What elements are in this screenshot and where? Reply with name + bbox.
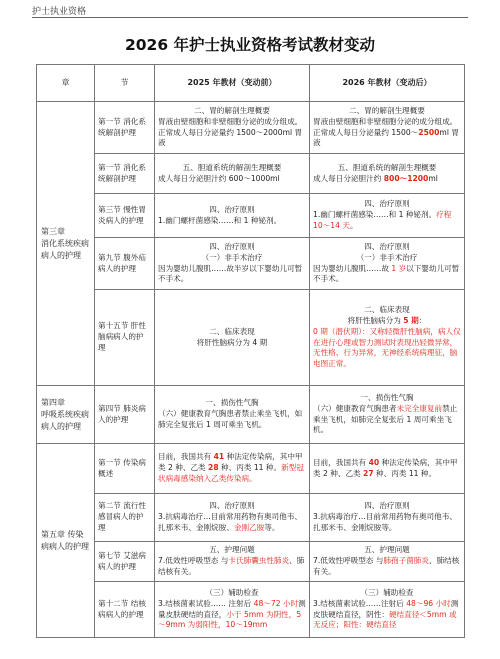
after-title: 五、胆道系统的解剖生理概要 xyxy=(337,162,437,172)
before-text: （六）健康教育气胸患者禁止乘坐飞机，如肺完全复张后 1 周可乘坐飞机。 xyxy=(158,409,303,429)
after-title: 一、损伤性气胸 xyxy=(360,392,414,402)
after-text-mid: 测皮肤硬结直径，阴性： xyxy=(313,598,459,619)
col-header-before: 2025 年教材（变动前） xyxy=(155,65,310,102)
col-header-chapter: 章 xyxy=(37,65,95,102)
section-cell: 第七节 艾滋病病人的护理 xyxy=(95,542,155,582)
before-title: （三）辅助检查 xyxy=(205,587,259,597)
before-cell xyxy=(155,194,310,238)
before-text: 将肝性脑病分为 4 期 xyxy=(196,337,268,347)
before-title: 四、治疗原则 xyxy=(209,501,255,511)
before-removed-text: 新型冠状病毒感染纳入乙类传染病。 xyxy=(158,463,304,483)
after-changed-text: 1 岁 xyxy=(391,263,407,273)
before-title: 四、治疗原则 xyxy=(209,204,255,214)
before-subtitle: （一）非手术治疗 xyxy=(201,252,263,262)
after-cell xyxy=(310,102,465,154)
before-cell xyxy=(155,386,310,444)
before-text-tail: 种、丙类 11 种。 xyxy=(218,463,282,473)
table-row xyxy=(37,238,465,290)
before-title: 二、临床表现 xyxy=(209,326,255,336)
header-divider xyxy=(32,17,468,18)
after-changed-text-2: 27 xyxy=(363,468,374,478)
after-cell xyxy=(310,386,465,444)
after-text: 7.低效性呼吸型态 与 xyxy=(313,556,384,566)
section-cell: 第二节 流行性感冒病人的护理 xyxy=(95,494,155,542)
before-cell xyxy=(155,494,310,542)
col-header-after: 2026 年教材（变动后） xyxy=(310,65,465,102)
before-text: 成人每日分泌胆汁约 600～1000ml xyxy=(158,173,280,183)
before-text: 因为婴幼儿腹肌……故半岁以下婴幼儿可暂不手术。 xyxy=(158,263,303,284)
after-title: （三）辅助检查 xyxy=(360,587,414,597)
before-changed-text-2: 28 xyxy=(208,463,219,473)
page-title: 2026 年护士执业资格考试教材变动 xyxy=(124,36,376,54)
table-row xyxy=(37,582,465,638)
before-cell xyxy=(155,582,310,638)
after-text-mid: 种法定传染病，其中甲类 2 种、乙类 xyxy=(313,457,458,478)
after-text-tail: 种、丙类 11 种。 xyxy=(373,468,437,478)
table-row xyxy=(37,154,465,194)
section-cell: 第三节 慢性胃炎病人的护理 xyxy=(95,194,155,238)
after-cell xyxy=(310,194,465,238)
before-text: 3.抗病毒治疗…目前常用药物有奥司他韦、扎那米韦、金刚烷胺、 xyxy=(158,512,302,532)
before-title: 五、护理问题 xyxy=(209,545,255,555)
after-text-tail: ： xyxy=(418,315,427,325)
after-text: 胃液由壁细胞和非壁细胞分泌的成分组成。正常成人每日分泌量约 1500～ xyxy=(313,116,458,137)
after-title: 五、护理问题 xyxy=(364,545,410,555)
after-changed-text-2: 硬结直径＜5mm 或无反应；阳性：硬结直径 xyxy=(313,609,457,630)
after-text: 成人每日分泌胆汁约 xyxy=(313,173,384,183)
table-row xyxy=(37,386,465,444)
after-cell xyxy=(310,542,465,582)
before-cell xyxy=(155,542,310,582)
after-text: 3.抗病毒治疗…目前常用药物有奥司他韦、扎那米韦、金刚烷胺等。 xyxy=(313,512,457,532)
table-row xyxy=(37,542,465,582)
after-changed-text: 疗程 10～14 天 xyxy=(313,210,452,230)
after-text: 1.幽门螺杆菌感染……和 1 种铋剂。 xyxy=(313,210,437,220)
after-changed-text: 5 期 xyxy=(403,315,419,325)
before-text: 胃液由壁细胞和非壁细胞分泌的成分组成。正常成人每日分泌量约 1500～2000ml 胃液 xyxy=(158,116,303,148)
before-text: 3.结核菌素试验…… 注射后 xyxy=(158,598,254,608)
before-cell xyxy=(155,290,310,386)
document-header-label: 护士执业资格 xyxy=(32,7,87,17)
section-cell: 第四节 肺炎病人的护理 xyxy=(95,386,155,444)
after-text-tail: 、肺结核有关。 xyxy=(313,556,460,576)
before-cell xyxy=(155,154,310,194)
before-title: 五、胆道系统的解剖生理概要 xyxy=(182,162,282,172)
after-text-tail: 以下婴幼儿可暂不手术。 xyxy=(313,263,460,284)
after-text-tail: ml xyxy=(428,173,438,183)
chapter-cell: 第四章 呼吸系统疾病病人的护理 xyxy=(37,386,95,444)
section-cell: 第一节 传染病概述 xyxy=(95,444,155,494)
after-subtitle: （一）非手术治疗 xyxy=(356,252,418,262)
after-title: 四、治疗原则 xyxy=(364,241,410,251)
before-title: 四、治疗原则 xyxy=(209,241,255,251)
after-title: 四、治疗原则 xyxy=(364,501,410,511)
col-header-section: 节 xyxy=(95,65,155,102)
before-text-mid: 种法定传染病，其中甲类 2 种、乙类 xyxy=(158,452,303,473)
before-changed-text: 48～72 小时 xyxy=(253,598,299,608)
before-text-tail: 等。 xyxy=(264,522,280,532)
before-text-mid: 测量皮肤硬结的直径， xyxy=(158,598,306,619)
section-cell: 第十五节 肝性脑病病人的护理 xyxy=(95,290,155,386)
after-text: 目前，我国共有 xyxy=(313,457,369,467)
after-text: 将肝性脑病分为 xyxy=(347,315,404,325)
table-row xyxy=(37,444,465,494)
table-row xyxy=(37,102,465,154)
after-title: 二、胃的解剖生理概要 xyxy=(349,105,425,115)
after-changed-text: 40 xyxy=(368,457,380,467)
after-changed-text: 2500 xyxy=(418,127,440,137)
before-text-tail: 、肺结核有关。 xyxy=(158,556,305,576)
before-text: 1.幽门螺杆菌感染……和 1 种铋剂。 xyxy=(158,215,282,225)
after-cell xyxy=(310,582,465,638)
before-title: 二、胃的解剖生理概要 xyxy=(194,105,270,115)
after-changed-text: 肺孢子菌肺炎 xyxy=(383,556,429,566)
table-row xyxy=(37,194,465,238)
section-cell: 第十二节 结核病病人的护理 xyxy=(95,582,155,638)
before-cell xyxy=(155,102,310,154)
after-text-tail: 。 xyxy=(349,220,358,230)
before-cell xyxy=(155,444,310,494)
after-text: 3.结核菌素试验……注射后 xyxy=(313,598,407,608)
after-text-tail: ml 胃液 xyxy=(313,127,459,148)
after-title: 四、治疗原则 xyxy=(364,199,410,209)
chapter-cell: 第三章 消化系统疾病病人的护理 xyxy=(37,102,95,386)
after-cell xyxy=(310,290,465,386)
chapter-cell: 第五章 传染病病人的护理 xyxy=(37,444,95,638)
after-cell xyxy=(310,444,465,494)
after-text: 因为婴幼儿腹肌……故 xyxy=(313,263,392,273)
table-header-row xyxy=(37,65,465,102)
before-changed-text: 41 xyxy=(213,452,225,462)
after-added-text: 0 期（潜伏期）：又称轻微肝性脑病，病人仅在进行心理或智力测试时表现出轻微异常，无性格、行为异常，无神经系统病理征，脑电图正常。 xyxy=(313,326,461,369)
changes-table xyxy=(36,64,465,638)
before-changed-text: 卡氏肺囊虫性肺炎 xyxy=(228,556,290,566)
section-cell: 第一节 消化系统解剖护理 xyxy=(95,102,155,154)
after-text-tail: 禁止乘坐飞机，如肺完全复张后 1 周可乘坐飞机。 xyxy=(313,403,458,435)
after-changed-text: 800～1200 xyxy=(383,173,429,183)
before-changed-text-2: 小于 5mm 为阴性，5～9mm 为弱阳性，10～19mm xyxy=(158,609,302,630)
after-title: 二、临床表现 xyxy=(364,304,410,314)
after-changed-text: 48～96 小时 xyxy=(406,598,451,608)
after-changed-text: 未完全康复前 xyxy=(396,403,443,413)
before-text: 7.低效性呼吸型态 与 xyxy=(158,556,229,566)
before-title: 一、损伤性气胸 xyxy=(205,398,259,408)
table-row xyxy=(37,290,465,386)
section-cell: 第九节 腹外疝病人的护理 xyxy=(95,238,155,290)
before-text: 目前，我国共有 xyxy=(158,452,214,462)
table-row xyxy=(37,494,465,542)
before-cell xyxy=(155,238,310,290)
after-text: （六）健康教育气胸患者 xyxy=(313,403,397,413)
before-removed-text: 金刚乙胺 xyxy=(233,522,265,532)
after-cell xyxy=(310,154,465,194)
after-cell xyxy=(310,494,465,542)
after-cell xyxy=(310,238,465,290)
section-cell: 第一节 消化系统解剖护理 xyxy=(95,154,155,194)
